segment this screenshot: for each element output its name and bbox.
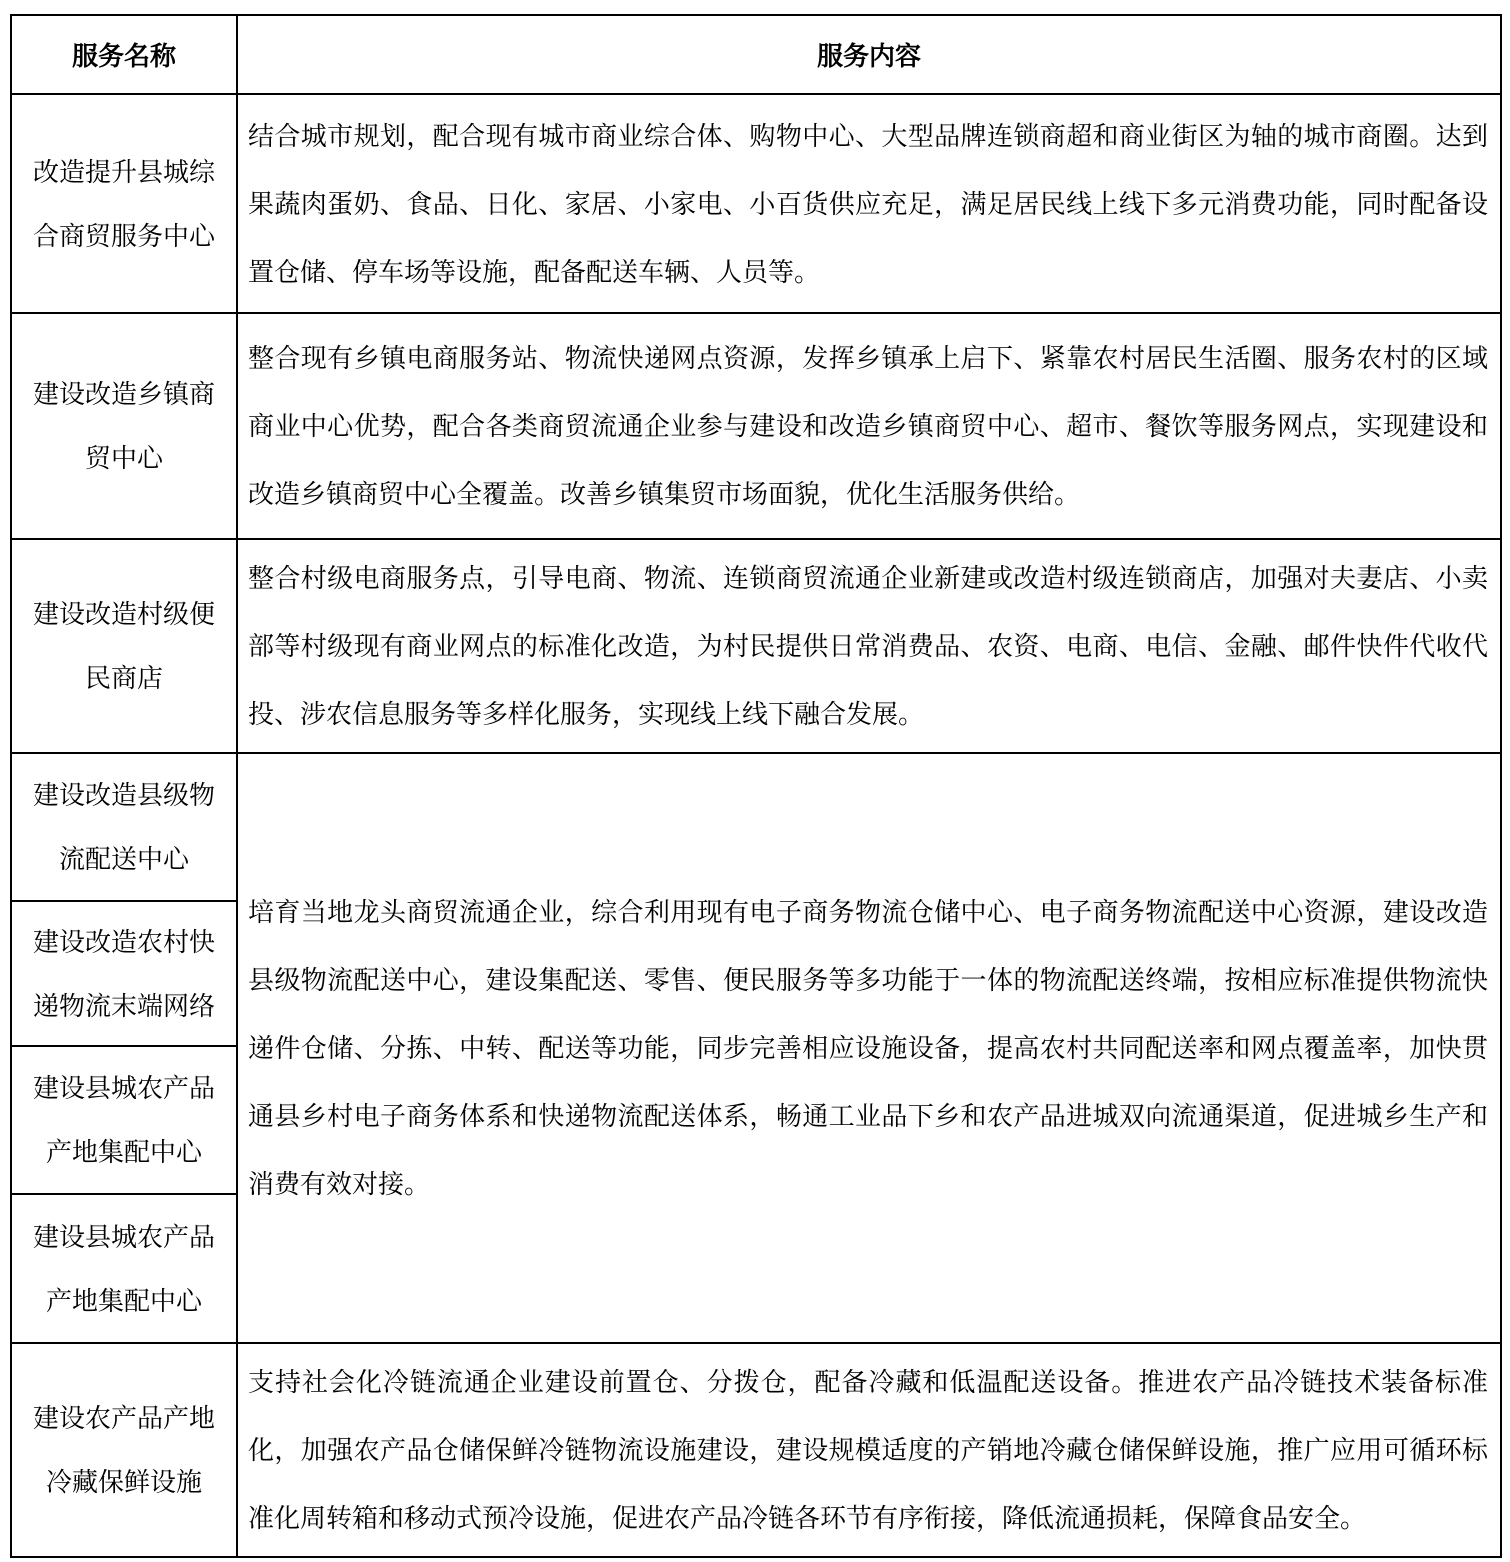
table-row: [11, 313, 1501, 539]
service-name-cell: 建设县城农产品产地集配中心: [11, 1046, 237, 1194]
service-content-cell-merged: 培育当地龙头商贸流通企业，综合利用现有电子商务物流仓储中心、电子商务物流配送中心资源，建设改造县级物流配送中心，建设集配送、零售、便民服务等多功能于一体的物流配送终端，按相应标准提供物流快递件仓储、分拣、中转、配送等功能，同步完善相应设施设备，提高农村共同配送率和网点覆盖率，加快贯通县乡村电子商务体系和快递物流配送体系，畅通工业品下乡和农产品进城双向流通渠道，促进城乡生产和消费有效对接。: [237, 753, 1501, 1343]
service-content-cell: 结合城市规划，配合现有城市商业综合体、购物中心、大型品牌连锁商超和商业街区为轴的城市商圈。达到果蔬肉蛋奶、食品、日化、家居、小家电、小百货供应充足，满足居民线上线下多元消费功能，同时配备设置仓储、停车场等设施，配备配送车辆、人员等。: [237, 94, 1501, 313]
service-content-cell: 整合村级电商服务点，引导电商、物流、连锁商贸流通企业新建或改造村级连锁商店，加强对夫妻店、小卖部等村级现有商业网点的标准化改造，为村民提供日常消费品、农资、电商、电信、金融、邮件快件代收代投、涉农信息服务等多样化服务，实现线上线下融合发展。: [237, 539, 1501, 753]
table-header-row: [11, 15, 1501, 94]
service-name-cell: 改造提升县城综合商贸服务中心: [11, 94, 237, 313]
service-name-cell: 建设改造农村快递物流末端网络: [11, 901, 237, 1046]
table-row: [11, 94, 1501, 313]
table-row: [11, 1343, 1501, 1557]
service-content-cell: 支持社会化冷链流通企业建设前置仓、分拨仓，配备冷藏和低温配送设备。推进农产品冷链技术装备标准化，加强农产品仓储保鲜冷链物流设施建设，建设规模适度的产销地冷藏仓储保鲜设施，推广应用可循环标准化周转箱和移动式预冷设施，促进农产品冷链各环节有序衔接，降低流通损耗，保障食品安全。: [237, 1343, 1501, 1557]
service-name-cell: 建设县城农产品产地集配中心: [11, 1194, 237, 1343]
service-name-cell: 建设农产品产地冷藏保鲜设施: [11, 1343, 237, 1557]
services-table: [10, 14, 1502, 1558]
table-row: [11, 753, 1501, 901]
column-header-service-name: 服务名称: [11, 15, 237, 94]
service-name-cell: 建设改造县级物流配送中心: [11, 753, 237, 901]
column-header-service-content: 服务内容: [237, 15, 1501, 94]
table-row: [11, 539, 1501, 753]
service-name-cell: 建设改造村级便民商店: [11, 539, 237, 753]
service-name-cell: 建设改造乡镇商贸中心: [11, 313, 237, 539]
service-content-cell: 整合现有乡镇电商服务站、物流快递网点资源，发挥乡镇承上启下、紧靠农村居民生活圈、服务农村的区域商业中心优势，配合各类商贸流通企业参与建设和改造乡镇商贸中心、超市、餐饮等服务网点，实现建设和改造乡镇商贸中心全覆盖。改善乡镇集贸市场面貌，优化生活服务供给。: [237, 313, 1501, 539]
